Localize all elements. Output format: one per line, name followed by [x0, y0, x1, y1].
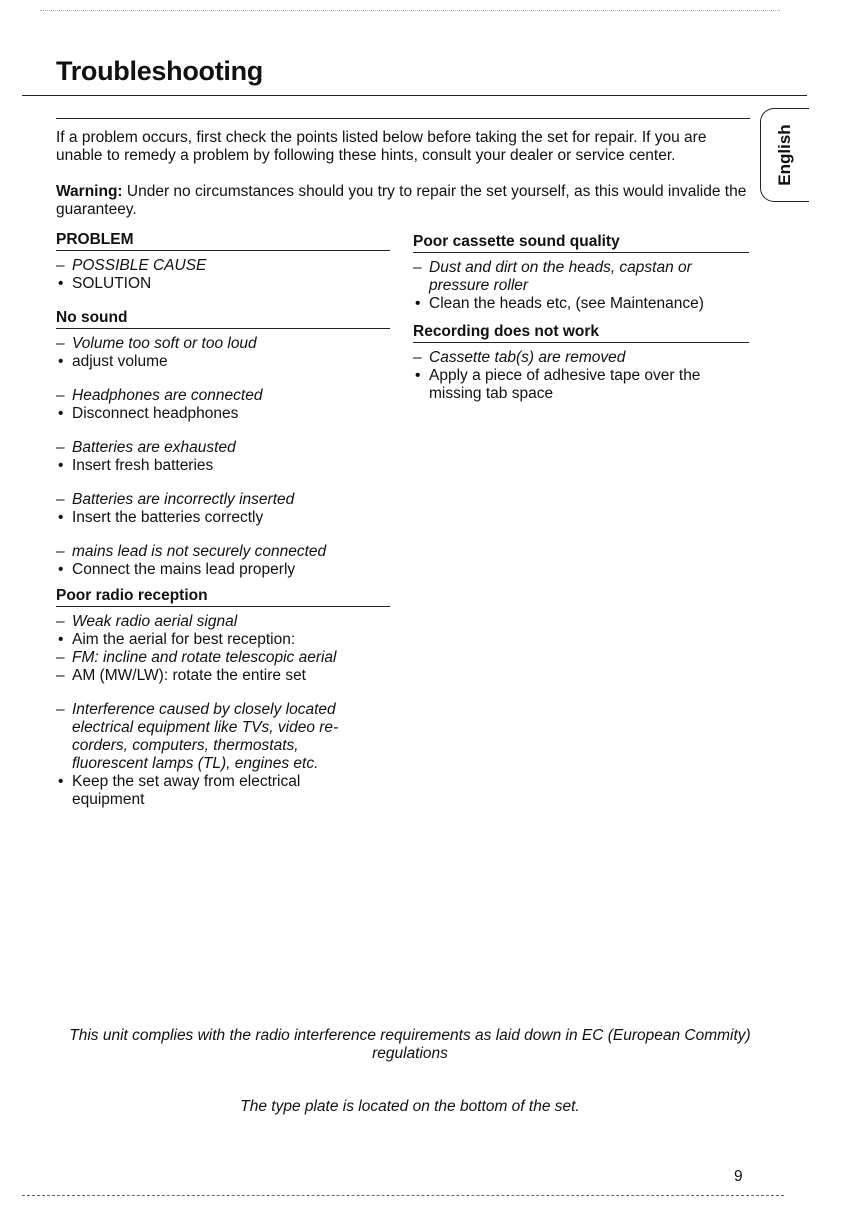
no-sound-section: [56, 309, 390, 579]
cause-text: – Headphones are connected: [56, 387, 390, 405]
legend-cause: – POSSIBLE CAUSE: [56, 257, 390, 275]
compliance-note: This unit complies with the radio interference requirements as laid down in EC (European Commity) regulations: [69, 1027, 751, 1062]
radio-heading: Poor radio reception: [56, 587, 390, 607]
language-tab: [760, 108, 809, 202]
legend-solution: • SOLUTION: [56, 275, 390, 293]
intro-divider: [56, 118, 750, 119]
list-item: [56, 335, 390, 371]
cause-text: – Interference caused by closely located electrical equipment like TVs, video re-corders, computers, thermostats, fluorescent lamps (TL), engines etc.: [56, 701, 352, 773]
list-item: [413, 259, 749, 313]
solution-text: • adjust volume: [56, 353, 390, 371]
type-plate-note: The type plate is located on the bottom of the set.: [240, 1098, 580, 1115]
cassette-section: [413, 233, 749, 313]
solution-text: • Insert fresh batteries: [56, 457, 390, 475]
legend-heading: PROBLEM: [56, 231, 390, 251]
recording-heading: Recording does not work: [413, 323, 749, 343]
cassette-heading: Poor cassette sound quality: [413, 233, 749, 253]
warning-paragraph: [56, 183, 756, 219]
cause-text: – Volume too soft or too loud: [56, 335, 390, 353]
list-item: [56, 701, 390, 809]
am-hint: – AM (MW/LW): rotate the entire set: [56, 667, 390, 685]
right-column: [413, 233, 749, 419]
page-title: Troubleshooting: [56, 56, 263, 86]
legend-section: [56, 231, 390, 293]
cause-text: – Batteries are exhausted: [56, 439, 390, 457]
cause-text: – Cassette tab(s) are removed: [413, 349, 749, 367]
solution-text: • Keep the set away from electrical equipment: [56, 773, 332, 809]
list-item: [56, 439, 390, 475]
fm-hint: – FM: incline and rotate telescopic aerial: [56, 649, 390, 667]
scan-artifact-top: [40, 10, 780, 11]
legend-item: [56, 257, 390, 293]
intro-paragraph: If a problem occurs, first check the points listed below before taking the set for repair. If you are unable to remedy a problem by following these hints, consult your dealer or service center.: [56, 129, 707, 164]
list-item: [56, 491, 390, 527]
list-item: [56, 543, 390, 579]
list-item: [56, 613, 390, 685]
solution-text: • Insert the batteries correctly: [56, 509, 390, 527]
title-divider: [22, 95, 807, 96]
cause-text: – Dust and dirt on the heads, capstan or pressure roller: [413, 259, 719, 295]
language-tab-label: English: [775, 124, 794, 186]
solution-text: • Aim the aerial for best reception:: [56, 631, 390, 649]
warning-text: Under no circumstances should you try to repair the set yourself, as this would invalide the guaranteey.: [56, 183, 747, 218]
list-item: [413, 349, 749, 403]
list-item: [56, 387, 390, 423]
radio-section: [56, 587, 390, 809]
solution-text: • Disconnect headphones: [56, 405, 390, 423]
left-column: [56, 231, 390, 825]
page-number: 9: [734, 1168, 743, 1185]
solution-text: • Connect the mains lead properly: [56, 561, 390, 579]
cause-text: – Batteries are incorrectly inserted: [56, 491, 390, 509]
recording-section: [413, 323, 749, 403]
solution-text: • Apply a piece of adhesive tape over the missing tab space: [413, 367, 729, 403]
warning-label: Warning:: [56, 183, 123, 200]
cause-text: – mains lead is not securely connected: [56, 543, 390, 561]
cause-text: – Weak radio aerial signal: [56, 613, 390, 631]
solution-text: • Clean the heads etc, (see Maintenance): [413, 295, 749, 313]
bottom-divider: [22, 1195, 784, 1196]
no-sound-heading: No sound: [56, 309, 390, 329]
